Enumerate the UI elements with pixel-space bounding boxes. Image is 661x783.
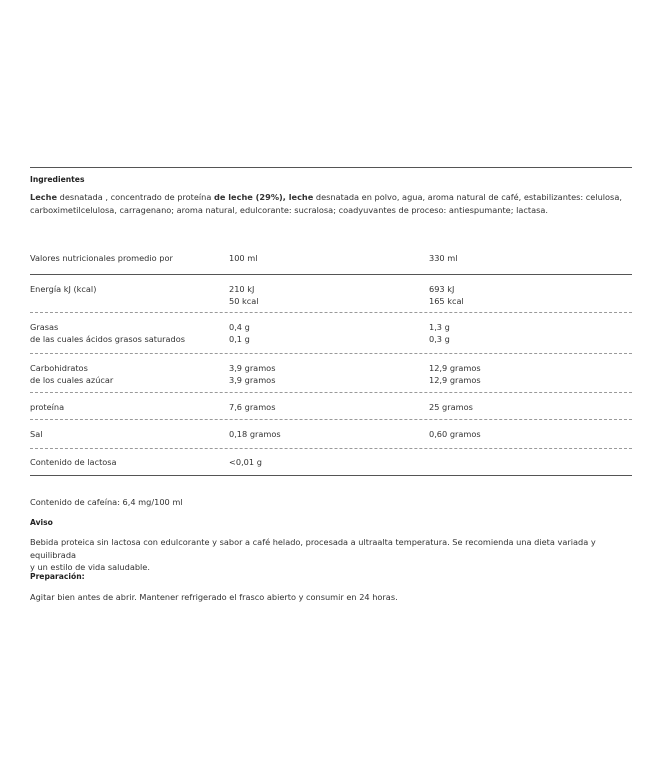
nutrition-row-per-100ml (229, 363, 275, 386)
nutrition-row-per-330ml (429, 402, 473, 414)
ingredients-heading: Ingredientes (30, 175, 85, 184)
nutrition-row-label (30, 457, 117, 469)
nutrition-row-label-line: de las cuales ácidos grasos saturados (30, 333, 186, 344)
nutrition-row-per-100ml (229, 429, 281, 441)
nutrition-row-per-330ml-line: 1,3 g (429, 322, 450, 332)
nutrition-row-per-100ml-line: 7,6 gramos (229, 402, 276, 412)
nutrition-row-per-330ml (429, 284, 464, 307)
nutrition-row-per-100ml-line: 210 kJ (229, 284, 255, 294)
nutrition-row-per-330ml-line: 25 gramos (429, 402, 473, 412)
nutrition-row-label-line: Energía kJ (kcal) (30, 284, 97, 294)
nutrition-row-per-100ml-line: 0,18 gramos (229, 429, 281, 439)
nutrition-row-label-line: Contenido de lactosa (30, 457, 117, 467)
nutrition-row-per-100ml-line: <0,01 g (229, 457, 262, 467)
preparation-heading: Preparación: (30, 572, 85, 581)
nutrition-row-per-100ml (229, 457, 262, 469)
nutrition-header-col1: 100 ml (229, 253, 258, 263)
warning-heading: Aviso (30, 518, 53, 527)
nutrition-row-per-100ml-line: 3,9 gramos (229, 374, 276, 385)
nutrition-row-label (30, 363, 113, 386)
nutrition-row-per-330ml (429, 363, 481, 386)
nutrition-row-per-100ml-line: 0,1 g (229, 333, 250, 344)
warning-text (30, 536, 632, 574)
nutrition-row-per-330ml-line: 12,9 gramos (429, 374, 481, 385)
warning-line-2: y un estilo de vida saludable. (30, 562, 150, 572)
nutrition-row-per-330ml-line: 165 kcal (429, 295, 464, 306)
nutrition-row-per-330ml-line: 0,3 g (429, 333, 450, 344)
nutrition-bottom-divider (30, 475, 632, 476)
nutrition-row-divider (30, 312, 632, 313)
nutrition-row-per-330ml-line: 0,60 gramos (429, 429, 481, 439)
nutrition-row-divider (30, 353, 632, 354)
warning-line-1: Bebida proteica sin lactosa con edulcorante y sabor a café helado, procesada a ultraalta temperatura. Se recomienda una dieta variada y equilibrada (30, 537, 596, 560)
nutrition-row-per-330ml (429, 429, 481, 441)
nutrition-row-label-line: Carbohidratos (30, 363, 88, 373)
nutrition-row-label-line: Grasas (30, 322, 59, 332)
ingredients-line-2: carboximetilcelulosa, carragenano; aroma natural, edulcorante: sucralosa; coadyuvantes de proceso: antiespumante; lactasa. (30, 204, 548, 215)
nutrition-header-divider (30, 274, 632, 275)
ingredient-text: desnatada en polvo, agua, aroma natural de café, estabilizantes: celulosa, (313, 192, 622, 202)
nutrition-header-label: Valores nutricionales promedio por (30, 253, 173, 263)
nutrition-row-per-330ml-line: 12,9 gramos (429, 363, 481, 373)
nutrition-row-per-100ml (229, 284, 259, 307)
caffeine-content: Contenido de cafeína: 6,4 mg/100 ml (30, 497, 183, 507)
nutrition-row-label-line: proteína (30, 402, 65, 412)
ingredient-bold-leche: Leche (30, 192, 58, 202)
nutrition-row-per-330ml (429, 322, 450, 345)
nutrition-row-divider (30, 419, 632, 420)
nutrition-row-per-100ml (229, 402, 275, 414)
nutrition-table (30, 167, 632, 497)
nutrition-row-per-100ml-line: 3,9 gramos (229, 363, 276, 373)
nutrition-row-label (30, 429, 43, 441)
nutrition-row-label (30, 402, 64, 414)
nutrition-row-label (30, 284, 96, 296)
nutrition-row-label-line: de los cuales azúcar (30, 374, 114, 385)
nutrition-row-per-330ml-line: 693 kJ (429, 284, 455, 294)
ingredient-text: desnatada , concentrado de proteína (57, 192, 214, 202)
nutrition-row-label-line: Sal (30, 429, 43, 439)
nutrition-row-per-100ml-line: 0,4 g (229, 322, 250, 332)
ingredient-bold-milk-protein: de leche (29%), leche (213, 192, 314, 202)
nutrition-header-col2: 330 ml (429, 253, 458, 263)
nutrition-row-divider (30, 448, 632, 449)
nutrition-row-per-100ml-line: 50 kcal (229, 295, 259, 306)
preparation-text: Agitar bien antes de abrir. Mantener refrigerado el frasco abierto y consumir en 24 horas. (30, 592, 398, 602)
nutrition-row-divider (30, 392, 632, 393)
nutrition-row-label (30, 322, 185, 345)
nutrition-row-per-100ml (229, 322, 250, 345)
